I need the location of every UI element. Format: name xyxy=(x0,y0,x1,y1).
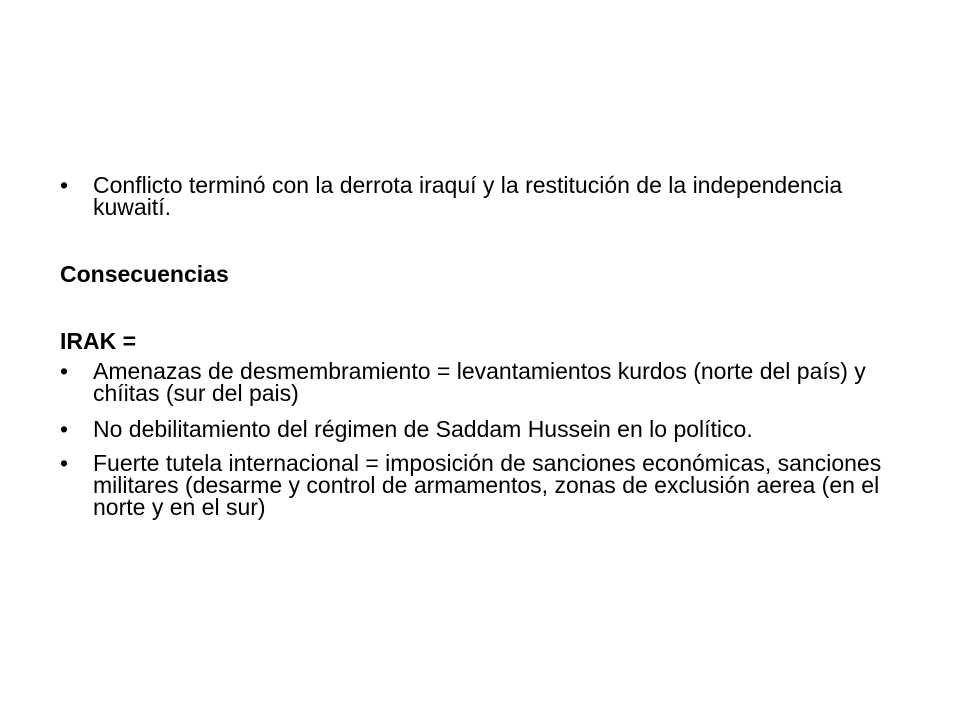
irak-bullet-1 xyxy=(60,360,920,404)
intro-bullet xyxy=(60,174,920,218)
heading-irak: IRAK = xyxy=(60,328,137,354)
irak-bullet-2 xyxy=(60,418,920,440)
bullet-marker: • xyxy=(60,172,69,198)
intro-bullet-text: Conflicto terminó con la derrota iraquí y la restitución de la independencia kuwaití. xyxy=(93,172,843,220)
irak-bullet-2-text: No debilitamiento del régimen de Saddam Hussein en lo político. xyxy=(93,416,753,442)
irak-bullet-3-text: Fuerte tutela internacional = imposición de sanciones económicas, sanciones militares (desarme y control de armamentos, zonas de exclusión aerea (en el norte y en el sur) xyxy=(93,450,882,520)
bullet-marker: • xyxy=(60,358,69,384)
irak-bullet-1-text: Amenazas de desmembramiento = levantamientos kurdos (norte del país) y chíitas (sur del pais) xyxy=(93,358,866,406)
heading-consecuencias: Consecuencias xyxy=(60,261,229,287)
bullet-marker: • xyxy=(60,416,69,442)
bullet-marker: • xyxy=(60,450,69,476)
irak-bullet-3 xyxy=(60,452,920,518)
